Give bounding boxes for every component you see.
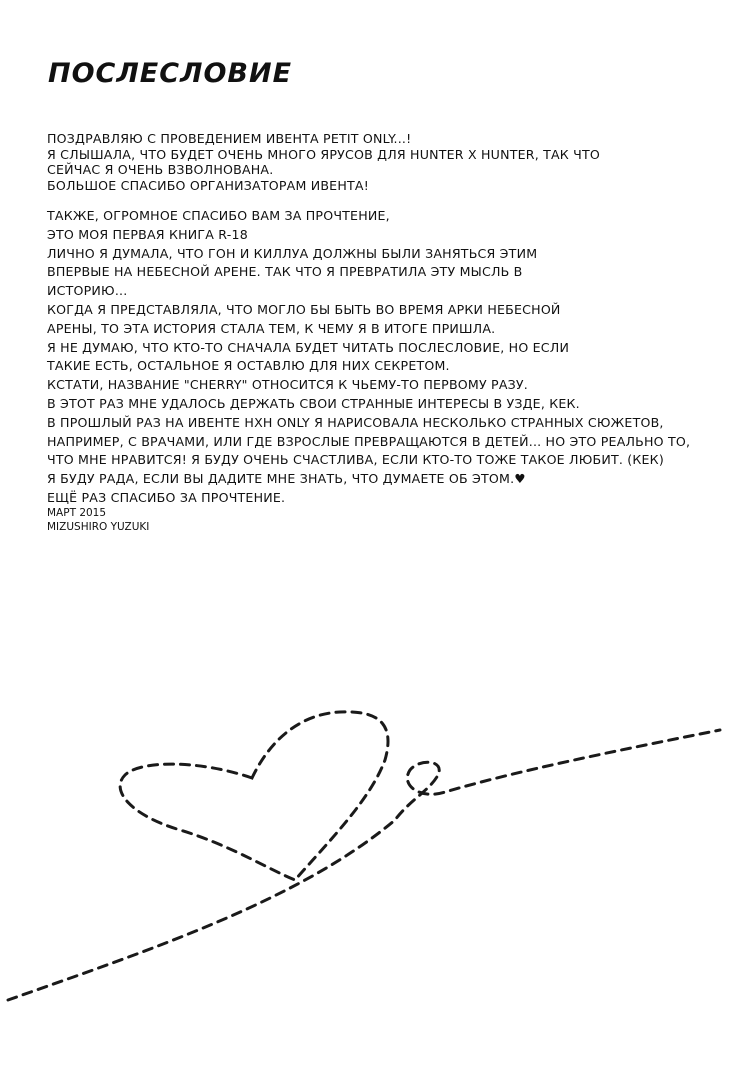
signature-date: МАРТ 2015 [47,507,107,519]
text-line: КСТАТИ, НАЗВАНИЕ "CHERRY" ОТНОСИТСЯ К ЧЬЕМУ-ТО ПЕРВОМУ РАЗУ. [47,377,529,393]
text-line: В ПРОШЛЫЙ РАЗ НА ИВЕНТЕ HXH ONLY Я НАРИСОВАЛА НЕСКОЛЬКО СТРАННЫХ СЮЖЕТОВ, [47,414,664,430]
text-line: Я СЛЫШАЛА, ЧТО БУДЕТ ОЧЕНЬ МНОГО ЯРУСОВ ДЛЯ HUNTER X HUNTER, ТАК ЧТО [47,146,600,162]
text-line: ИСТОРИЮ... [47,283,128,299]
text-line: В ЭТОТ РАЗ МНЕ УДАЛОСЬ ДЕРЖАТЬ СВОИ СТРАННЫЕ ИНТЕРЕСЫ В УЗДЕ, КЕК. [47,395,580,411]
text-line: Я НЕ ДУМАЮ, ЧТО КТО-ТО СНАЧАЛА БУДЕТ ЧИТАТЬ ПОСЛЕСЛОВИЕ, НО ЕСЛИ [47,339,570,355]
text-line: СЕЙЧАС Я ОЧЕНЬ ВЗВОЛНОВАНА. [47,162,274,177]
text-line: КОГДА Я ПРЕДСТАВЛЯЛА, ЧТО МОГЛО БЫ БЫТЬ ВО ВРЕМЯ АРКИ НЕБЕСНОЙ [47,301,561,317]
text-line: ЭТО МОЯ ПЕРВАЯ КНИГА R-18 [47,226,248,242]
text-line: ПОЗДРАВЛЯЮ С ПРОВЕДЕНИЕМ ИВЕНТА PETIT ONLY...! [47,131,412,146]
text-line: НАПРИМЕР, С ВРАЧАМИ, ИЛИ ГДЕ ВЗРОСЛЫЕ ПРЕВРАЩАЮТСЯ В ДЕТЕЙ... НО ЭТО РЕАЛЬНО ТО, [47,433,691,449]
page-title: ПОСЛЕСЛОВИЕ [48,58,293,89]
text-line: ТАКЖЕ, ОГРОМНОЕ СПАСИБО ВАМ ЗА ПРОЧТЕНИЕ, [47,208,390,223]
signature-author: MIZUSHIRO YUZUKI [47,521,150,533]
text-line: ЛИЧНО Я ДУМАЛА, ЧТО ГОН И КИЛЛУА ДОЛЖНЫ БЫЛИ ЗАНЯТЬСЯ ЭТИМ [47,245,538,261]
text-line: Я БУДУ РАДА, ЕСЛИ ВЫ ДАДИТЕ МНЕ ЗНАТЬ, ЧТО ДУМАЕТЕ ОБ ЭТОМ.♥ [47,471,526,487]
text-line: АРЕНЫ, ТО ЭТА ИСТОРИЯ СТАЛА ТЕМ, К ЧЕМУ Я В ИТОГЕ ПРИШЛА. [47,320,496,336]
text-line: ЕЩЁ РАЗ СПАСИБО ЗА ПРОЧТЕНИЕ. [47,489,286,505]
text-line: ТАКИЕ ЕСТЬ, ОСТАЛЬНОЕ Я ОСТАВЛЮ ДЛЯ НИХ СЕКРЕТОМ. [47,358,450,374]
text-line: ВПЕРВЫЕ НА НЕБЕСНОЙ АРЕНЕ. ТАК ЧТО Я ПРЕВРАТИЛА ЭТУ МЫСЛЬ В [47,264,523,280]
text-line: БОЛЬШОЕ СПАСИБО ОРГАНИЗАТОРАМ ИВЕНТА! [47,177,369,193]
text-line: ЧТО МНЕ НРАВИТСЯ! Я БУДУ ОЧЕНЬ СЧАСТЛИВА, ЕСЛИ КТО-ТО ТОЖЕ ТАКОЕ ЛЮБИТ. (КЕК) [47,452,664,468]
